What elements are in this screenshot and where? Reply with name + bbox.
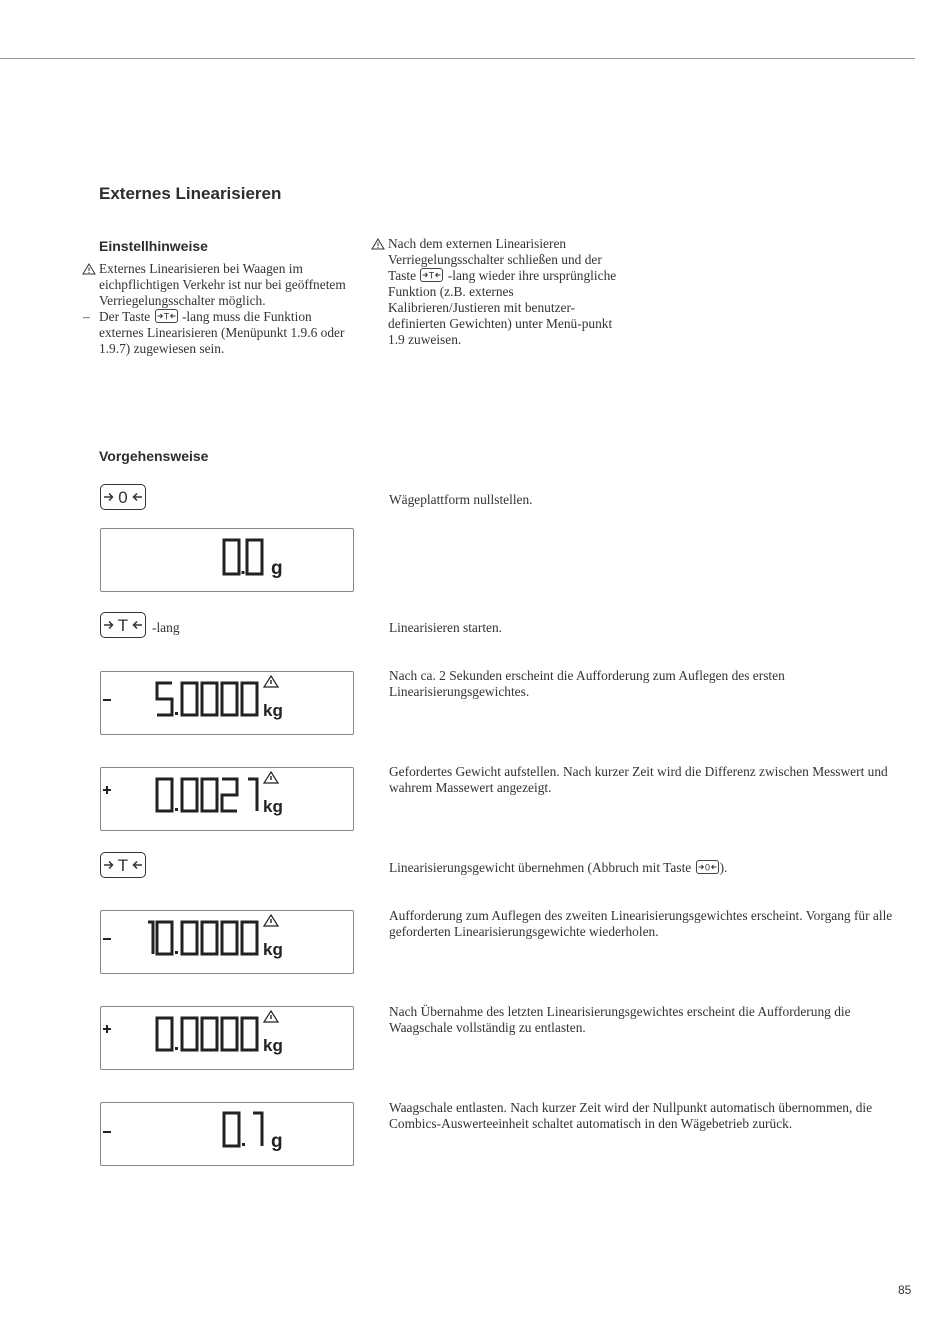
step-text-part: Linearisierungsgewicht übernehmen (Abbruch mit Taste: [389, 860, 695, 875]
tare-key-icon: [100, 612, 146, 638]
display-unit: kg: [263, 797, 283, 816]
step-text: Gefordertes Gewicht aufstellen. Nach kurzer Zeit wird die Differenz zwischen Messwert und wahrem Massewert angezeigt.: [389, 764, 888, 795]
step-text: Wägeplattform nullstellen.: [389, 492, 533, 507]
svg-text:0: 0: [704, 862, 710, 873]
svg-text:0: 0: [118, 488, 128, 507]
display-unit: g: [271, 558, 283, 579]
step-text: Waagschale entlasten. Nach kurzer Zeit wird der Nullpunkt automatisch übernommen, die Combics-Auswerteeinheit schaltet automatisch in den Wägebetrieb zurück.: [389, 1100, 873, 1131]
hint-text: Nach dem externen Linearisieren Verriegelungsschalter schließen und der Taste: [388, 236, 602, 283]
step-text-part: ).: [719, 860, 728, 875]
hint-text: -lang muss die Funktion externes Linearisieren (Menüpunkt 1.9.6 oder 1.9.7) zugewiesen sein.: [99, 309, 345, 356]
hint-item-2: [83, 309, 349, 357]
zero-key-icon: [696, 860, 719, 874]
svg-text:T: T: [117, 856, 129, 875]
display-first-weight: [100, 671, 354, 735]
warning-icon: [371, 238, 385, 250]
display-zero-point: [100, 1102, 354, 1166]
key-suffix: -lang: [152, 620, 180, 635]
hint-item-1: [99, 261, 349, 309]
dash-marker: –: [83, 309, 90, 324]
warning-icon: [82, 263, 96, 275]
step-text: [389, 860, 914, 876]
hints-left-column: [83, 261, 349, 357]
display-difference: [100, 767, 354, 831]
hint-item-3: [388, 236, 628, 348]
step-text: Nach Übernahme des letzten Linearisierungsgewichtes erscheint die Aufforderung die Waagschale vollständig zu entlasten.: [389, 1004, 851, 1035]
hint-text: Externes Linearisieren bei Waagen im eichpflichtigen Verkehr ist nur bei geöffnetem Verriegelungsschalter möglich.: [99, 261, 346, 308]
svg-text:T: T: [429, 270, 435, 281]
display-unit: kg: [263, 701, 283, 720]
display-unit: kg: [263, 1036, 283, 1055]
sign-plus: [103, 1025, 111, 1033]
svg-text:T: T: [117, 616, 129, 635]
tare-key-icon: [420, 268, 443, 282]
hint-text: Der Taste: [99, 309, 154, 324]
display-unit: g: [271, 1131, 283, 1152]
display-unload-request: [100, 1006, 354, 1070]
header-rule: [0, 58, 915, 59]
step-text: Nach ca. 2 Sekunden erscheint die Aufforderung zum Auflegen des ersten Linearisierungsgewichtes.: [389, 668, 785, 699]
step-text: Linearisieren starten.: [389, 620, 503, 635]
hints-right-column: [388, 236, 628, 348]
sign-plus: [103, 786, 111, 794]
svg-text:T: T: [163, 311, 169, 322]
display-zero: [100, 528, 354, 592]
page-number: 85: [898, 1283, 912, 1297]
step-text: Aufforderung zum Auflegen des zweiten Linearisierungsgewichtes erscheint. Vorgang für alle geforderten Linearisierungsgewichte wiederholen.: [389, 908, 893, 939]
tare-key-icon: [100, 852, 146, 878]
hints-heading: Einstellhinweise: [99, 238, 208, 254]
page-title: Externes Linearisieren: [99, 184, 282, 203]
zero-key-icon: [100, 484, 146, 510]
tare-key-icon: [155, 309, 178, 323]
display-second-weight: [100, 910, 354, 974]
display-unit: kg: [263, 940, 283, 959]
procedure-heading: Vorgehensweise: [99, 448, 209, 464]
hint-text: -lang wieder ihre ursprüngliche Funktion (z.B. externes Kalibrieren/Justieren mit benutzer-definierten Gewichten) unter Menü-punkt 1.9 zuweisen.: [388, 268, 617, 347]
